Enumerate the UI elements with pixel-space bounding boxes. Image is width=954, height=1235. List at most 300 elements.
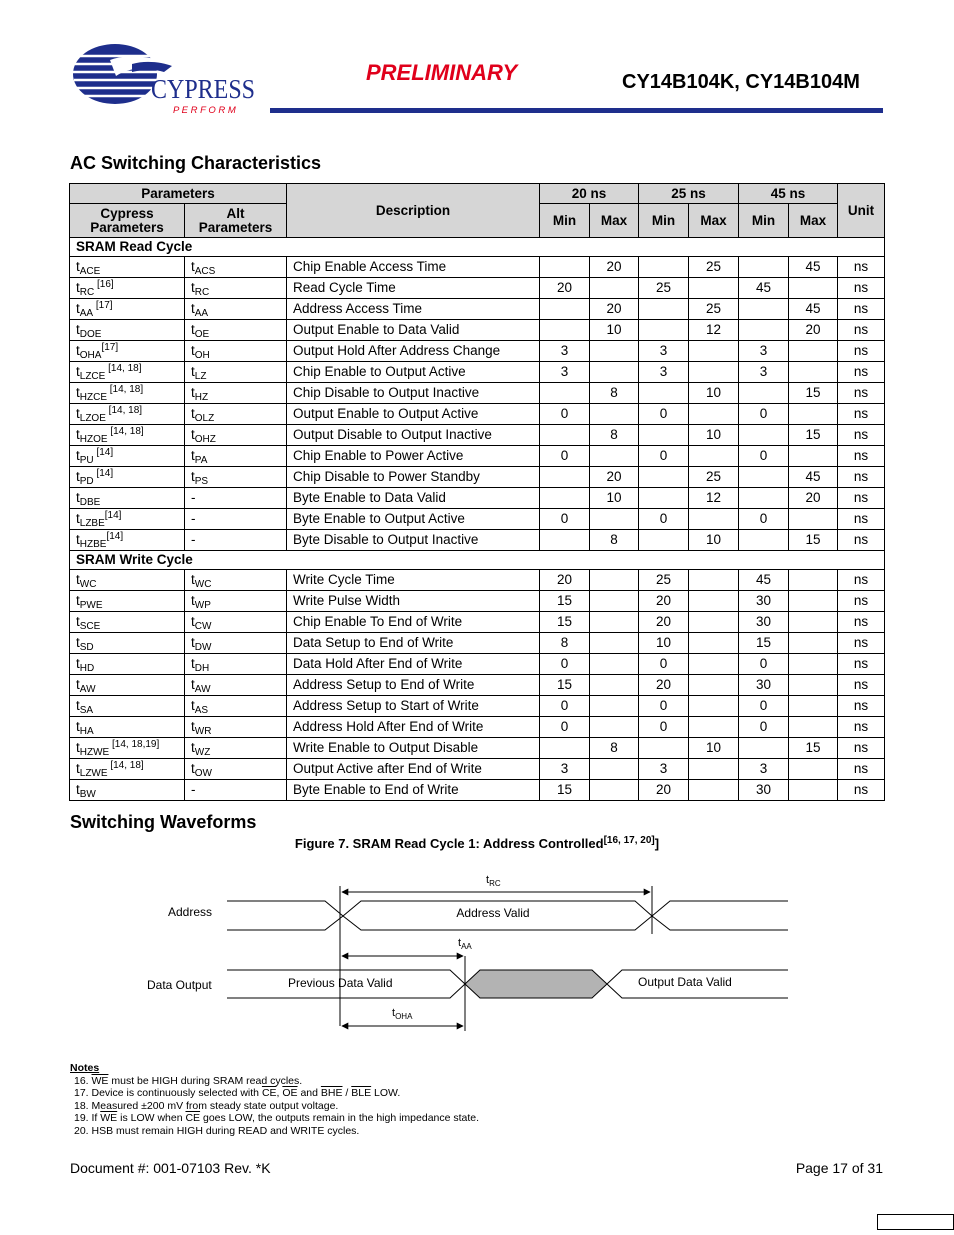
value-max25 [689,341,739,362]
value-min20: 0 [540,717,590,738]
description: Write Cycle Time [287,570,540,591]
signal-label-data-output: Data Output [147,978,212,992]
value-max25 [689,654,739,675]
value-min25: 0 [639,654,689,675]
value-max45 [789,696,838,717]
description: Output Hold After Address Change [287,341,540,362]
value-min25: 3 [639,362,689,383]
value-max25 [689,509,739,530]
cypress-parameter: $t_{HD}$ [70,654,185,675]
table-row [70,299,885,320]
value-min25: 0 [639,717,689,738]
value-min45 [739,383,789,404]
value-max20 [590,404,639,425]
value-min45: 30 [739,675,789,696]
value-max45 [789,341,838,362]
description: Chip Enable Access Time [287,257,540,278]
unit: ns [838,257,885,278]
value-min25 [639,425,689,446]
description: Byte Enable to Data Valid [287,488,540,509]
cypress-parameter: $t_{HZBE}[14]$ [70,530,185,551]
table-row [70,383,885,404]
value-max20 [590,362,639,383]
table-row [70,696,885,717]
cypress-parameter: $t_{PD}$ [14] [70,467,185,488]
alt-parameter: $t_{WP}$ [185,591,287,612]
alt-parameter: $t_{AA}$ [185,299,287,320]
value-min45: 0 [739,717,789,738]
value-min25: 25 [639,570,689,591]
unit: ns [838,341,885,362]
unit: ns [838,612,885,633]
value-min45 [739,299,789,320]
value-min25 [639,257,689,278]
value-min20: 15 [540,591,590,612]
description: Output Disable to Output Inactive [287,425,540,446]
value-max25 [689,696,739,717]
cypress-parameter: $t_{HA}$ [70,717,185,738]
value-min20: 0 [540,509,590,530]
alt-parameter: $t_{OW}$ [185,759,287,780]
value-min45: 45 [739,278,789,299]
value-max45 [789,612,838,633]
figure-caption-notes: [16, 17, 20] [603,835,655,846]
alt-parameter: $t_{OHZ}$ [185,425,287,446]
alt-parameter: - [185,780,287,801]
note-18: 18. Measured ±200 mV from steady state output voltage. [74,1099,339,1112]
value-max20: 20 [590,467,639,488]
table-row [70,278,885,299]
value-min20: 0 [540,404,590,425]
description: Chip Enable to Power Active [287,446,540,467]
unit: ns [838,278,885,299]
value-max20: 10 [590,320,639,341]
table-row [70,320,885,341]
cypress-logo [70,40,260,118]
value-min20: 3 [540,362,590,383]
note-17: 17. Device is continuously selected with $\overline{CE}$, $\overline{OE}$ and $\overline{BHE} / \overline{BLE}$ LOW. [74,1087,401,1100]
notes-title: Notes [70,1062,100,1074]
unit: ns [838,570,885,591]
value-min45 [739,738,789,759]
table-row [70,467,885,488]
table-row [70,257,885,278]
value-max45 [789,446,838,467]
value-min45: 15 [739,633,789,654]
value-max25: 10 [689,738,739,759]
value-min45 [739,320,789,341]
header-25ns: 25 ns [639,184,739,204]
value-min20 [540,320,590,341]
value-max25 [689,759,739,780]
note-16: 16. $\overline{WE}$ must be HIGH during SRAM read cycles. [74,1074,303,1087]
value-max45: 15 [789,738,838,759]
value-min25 [639,299,689,320]
alt-parameter: $t_{AW}$ [185,675,287,696]
value-min25: 20 [639,612,689,633]
value-min45: 0 [739,404,789,425]
cypress-parameter: $t_{SD}$ [70,633,185,654]
table-row [70,509,885,530]
unit: ns [838,696,885,717]
header-description: Description [287,184,540,238]
cypress-parameter: $t_{HZCE}$ [14, 18] [70,383,185,404]
preliminary-label: PRELIMINARY [366,60,518,85]
description: Read Cycle Time [287,278,540,299]
alt-parameter: $t_{WR}$ [185,717,287,738]
value-min20 [540,738,590,759]
value-min45 [739,530,789,551]
value-min45: 30 [739,612,789,633]
value-max20 [590,759,639,780]
description: Write Pulse Width [287,591,540,612]
value-max45 [789,509,838,530]
value-max45: 45 [789,299,838,320]
value-max45 [789,278,838,299]
header-max: Max [590,204,639,238]
value-min45 [739,257,789,278]
note-20: 20. HSB must remain HIGH during READ and WRITE cycles. [74,1124,360,1137]
table-row [70,570,885,591]
value-max45 [789,717,838,738]
value-min45: 0 [739,509,789,530]
cypress-parameter: $t_{LZBE}[14]$ [70,509,185,530]
alt-parameter: $t_{WC}$ [185,570,287,591]
value-max25 [689,591,739,612]
cypress-parameter: $t_{LZWE}$ [14, 18] [70,759,185,780]
value-min45: 3 [739,341,789,362]
value-max25: 10 [689,383,739,404]
table-row [70,488,885,509]
header-unit: Unit [838,184,885,238]
value-min25: 0 [639,404,689,425]
header-rule [270,108,883,113]
header-20ns: 20 ns [540,184,639,204]
taa-label: $t_{AA}$ [458,937,472,951]
table-row [70,780,885,801]
value-min20 [540,530,590,551]
unit: ns [838,738,885,759]
value-max20: 20 [590,257,639,278]
unit: ns [838,362,885,383]
cypress-parameter: $t_{RC}$ [16] [70,278,185,299]
figure-caption: Figure 7. SRAM Read Cycle 1: Address Controlled[16, 17, 20]] [294,835,660,851]
value-min45 [739,488,789,509]
unit: ns [838,654,885,675]
description: Byte Enable to Output Active [287,509,540,530]
header-min: Min [639,204,689,238]
value-max20 [590,780,639,801]
value-max20: 10 [590,488,639,509]
alt-parameter: - [185,530,287,551]
cypress-parameter: $t_{OHA}[17]$ [70,341,185,362]
value-max45 [789,362,838,383]
value-min20: 15 [540,612,590,633]
value-min20: 15 [540,675,590,696]
table-row [70,675,885,696]
description: Address Setup to End of Write [287,675,540,696]
cypress-parameter: $t_{BW}$ [70,780,185,801]
value-max25 [689,278,739,299]
description: Chip Enable to Output Active [287,362,540,383]
value-max25 [689,780,739,801]
value-max45: 15 [789,530,838,551]
value-min20: 15 [540,780,590,801]
alt-parameter: $t_{OE}$ [185,320,287,341]
value-max45 [789,675,838,696]
alt-parameter: - [185,488,287,509]
value-min25: 0 [639,696,689,717]
description: Output Enable to Output Active [287,404,540,425]
feedback-box [877,1214,954,1230]
alt-parameter: $t_{OLZ}$ [185,404,287,425]
value-max20: 20 [590,299,639,320]
value-min20: 3 [540,341,590,362]
alt-parameter: $t_{OH}$ [185,341,287,362]
unit: ns [838,759,885,780]
cypress-parameter: $t_{DBE}$ [70,488,185,509]
cypress-parameter: $t_{DOE}$ [70,320,185,341]
signal-label-address: Address [168,905,213,919]
previous-data-valid-label: Previous Data Valid [288,976,393,990]
ac-switching-table [69,183,885,801]
figure-caption-bracket: ] [654,836,660,851]
value-max20: 8 [590,530,639,551]
description: Data Hold After End of Write [287,654,540,675]
trc-label: $t_{RC}$ [486,874,501,888]
value-min45 [739,425,789,446]
table-row [70,612,885,633]
description: Byte Enable to End of Write [287,780,540,801]
value-max20 [590,509,639,530]
value-min25: 10 [639,633,689,654]
table-row [70,341,885,362]
value-min20 [540,488,590,509]
unit: ns [838,425,885,446]
value-min25 [639,467,689,488]
header-alt-parameters: Alt Parameters [185,204,287,238]
value-max45 [789,759,838,780]
value-min45: 30 [739,780,789,801]
value-max20 [590,278,639,299]
unit: ns [838,383,885,404]
cypress-parameter: $t_{LZCE}$ [14, 18] [70,362,185,383]
page-number: Page 17 of 31 [795,1160,883,1176]
value-max20 [590,717,639,738]
value-max20: 8 [590,383,639,404]
value-max25 [689,404,739,425]
cypress-parameter: $t_{PWE}$ [70,591,185,612]
value-max20 [590,675,639,696]
note-19: 19. If $\overline{WE}$ is LOW when $\overline{CE}$ goes LOW, the outputs remain in the high impedance state. [74,1112,480,1125]
value-min25 [639,738,689,759]
unit: ns [838,446,885,467]
value-max25 [689,362,739,383]
value-max20 [590,446,639,467]
cypress-parameter: $t_{HZWE}$ [14, 18,19] [70,738,185,759]
unit: ns [838,591,885,612]
value-max20 [590,633,639,654]
header-max: Max [689,204,739,238]
section-title-ac: AC Switching Characteristics [70,153,322,173]
value-max25: 10 [689,530,739,551]
table-row [70,404,885,425]
value-min25: 20 [639,780,689,801]
cypress-parameter: $t_{LZOE}$ [14, 18] [70,404,185,425]
header-parameters: Parameters [70,184,287,204]
value-max45 [789,780,838,801]
alt-parameter: $t_{LZ}$ [185,362,287,383]
section-title-waveforms: Switching Waveforms [70,812,257,832]
table-row [70,633,885,654]
value-max45: 20 [789,488,838,509]
unit: ns [838,404,885,425]
table-row [70,446,885,467]
value-min45: 30 [739,591,789,612]
value-min25: 0 [639,509,689,530]
cypress-parameter: $t_{AA}$ [17] [70,299,185,320]
table-row [70,759,885,780]
value-max25: 12 [689,320,739,341]
value-max20 [590,341,639,362]
value-min25: 3 [639,759,689,780]
cypress-parameter: $t_{SCE}$ [70,612,185,633]
value-min45: 0 [739,446,789,467]
value-max20: 8 [590,425,639,446]
value-max45 [789,591,838,612]
value-min45: 3 [739,759,789,780]
header-min: Min [739,204,789,238]
table-row [70,717,885,738]
value-max25 [689,612,739,633]
unit: ns [838,780,885,801]
description: Chip Disable to Power Standby [287,467,540,488]
alt-parameter: $t_{HZ}$ [185,383,287,404]
unit: ns [838,299,885,320]
value-min20: 8 [540,633,590,654]
description: Output Enable to Data Valid [287,320,540,341]
value-min20 [540,383,590,404]
value-min20 [540,467,590,488]
alt-parameter: $t_{PA}$ [185,446,287,467]
value-min25: 0 [639,446,689,467]
logo-tagline: P E R F O R M [173,105,236,116]
cypress-parameter: $t_{AW}$ [70,675,185,696]
value-min20: 3 [540,759,590,780]
description: Address Setup to Start of Write [287,696,540,717]
notes-section [70,1062,479,1138]
document-number: Document #: 001-07103 Rev. *K [70,1160,271,1176]
table-row [70,738,885,759]
value-max20 [590,591,639,612]
value-max20 [590,696,639,717]
value-min25: 20 [639,675,689,696]
value-min25: 20 [639,591,689,612]
value-max25 [689,633,739,654]
unit: ns [838,675,885,696]
description: Output Active after End of Write [287,759,540,780]
value-min25 [639,383,689,404]
table-row [70,425,885,446]
table-row [70,591,885,612]
value-max25: 10 [689,425,739,446]
logo-wordmark: CYPRESS [151,74,255,104]
value-min20 [540,257,590,278]
section-write-cycle: SRAM Write Cycle [70,551,885,570]
output-data-valid-label: Output Data Valid [638,975,732,989]
value-min45: 0 [739,654,789,675]
toha-label: $t_{OHA}$ [392,1007,413,1021]
header-max: Max [789,204,838,238]
alt-parameter: $t_{ACS}$ [185,257,287,278]
description: Chip Enable To End of Write [287,612,540,633]
alt-parameter: - [185,509,287,530]
description: Address Access Time [287,299,540,320]
value-min25 [639,530,689,551]
table-row [70,654,885,675]
value-max20 [590,654,639,675]
description: Chip Disable to Output Inactive [287,383,540,404]
value-min20 [540,425,590,446]
unit: ns [838,633,885,654]
header-cypress-parameters: Cypress Parameters [70,204,185,238]
value-min20 [540,299,590,320]
header-45ns: 45 ns [739,184,838,204]
value-min25: 25 [639,278,689,299]
alt-parameter: $t_{DH}$ [185,654,287,675]
value-max25: 25 [689,467,739,488]
alt-parameter: $t_{WZ}$ [185,738,287,759]
value-max20 [590,570,639,591]
description: Byte Disable to Output Inactive [287,530,540,551]
value-max45: 15 [789,383,838,404]
value-min45: 45 [739,570,789,591]
value-min20: 0 [540,446,590,467]
value-min45: 3 [739,362,789,383]
cypress-parameter: $t_{SA}$ [70,696,185,717]
value-min20: 0 [540,654,590,675]
unit: ns [838,509,885,530]
unit: ns [838,488,885,509]
value-max20 [590,612,639,633]
unit: ns [838,320,885,341]
value-max45 [789,570,838,591]
value-min45 [739,467,789,488]
cypress-parameter: $t_{ACE}$ [70,257,185,278]
section-read-cycle: SRAM Read Cycle [70,238,885,257]
alt-parameter: $t_{DW}$ [185,633,287,654]
value-max25 [689,446,739,467]
value-max45: 45 [789,257,838,278]
value-min25: 3 [639,341,689,362]
value-max45 [789,404,838,425]
table-row [70,530,885,551]
value-max25 [689,717,739,738]
address-valid-label: Address Valid [456,906,530,920]
value-min20: 20 [540,278,590,299]
value-max45 [789,654,838,675]
value-max25 [689,570,739,591]
cypress-parameter: $t_{PU}$ [14] [70,446,185,467]
cypress-parameter: $t_{WC}$ [70,570,185,591]
value-max45 [789,633,838,654]
value-max25 [689,675,739,696]
unit: ns [838,467,885,488]
description: Data Setup to End of Write [287,633,540,654]
timing-diagram [140,866,800,1041]
alt-parameter: $t_{RC}$ [185,278,287,299]
description: Write Enable to Output Disable [287,738,540,759]
